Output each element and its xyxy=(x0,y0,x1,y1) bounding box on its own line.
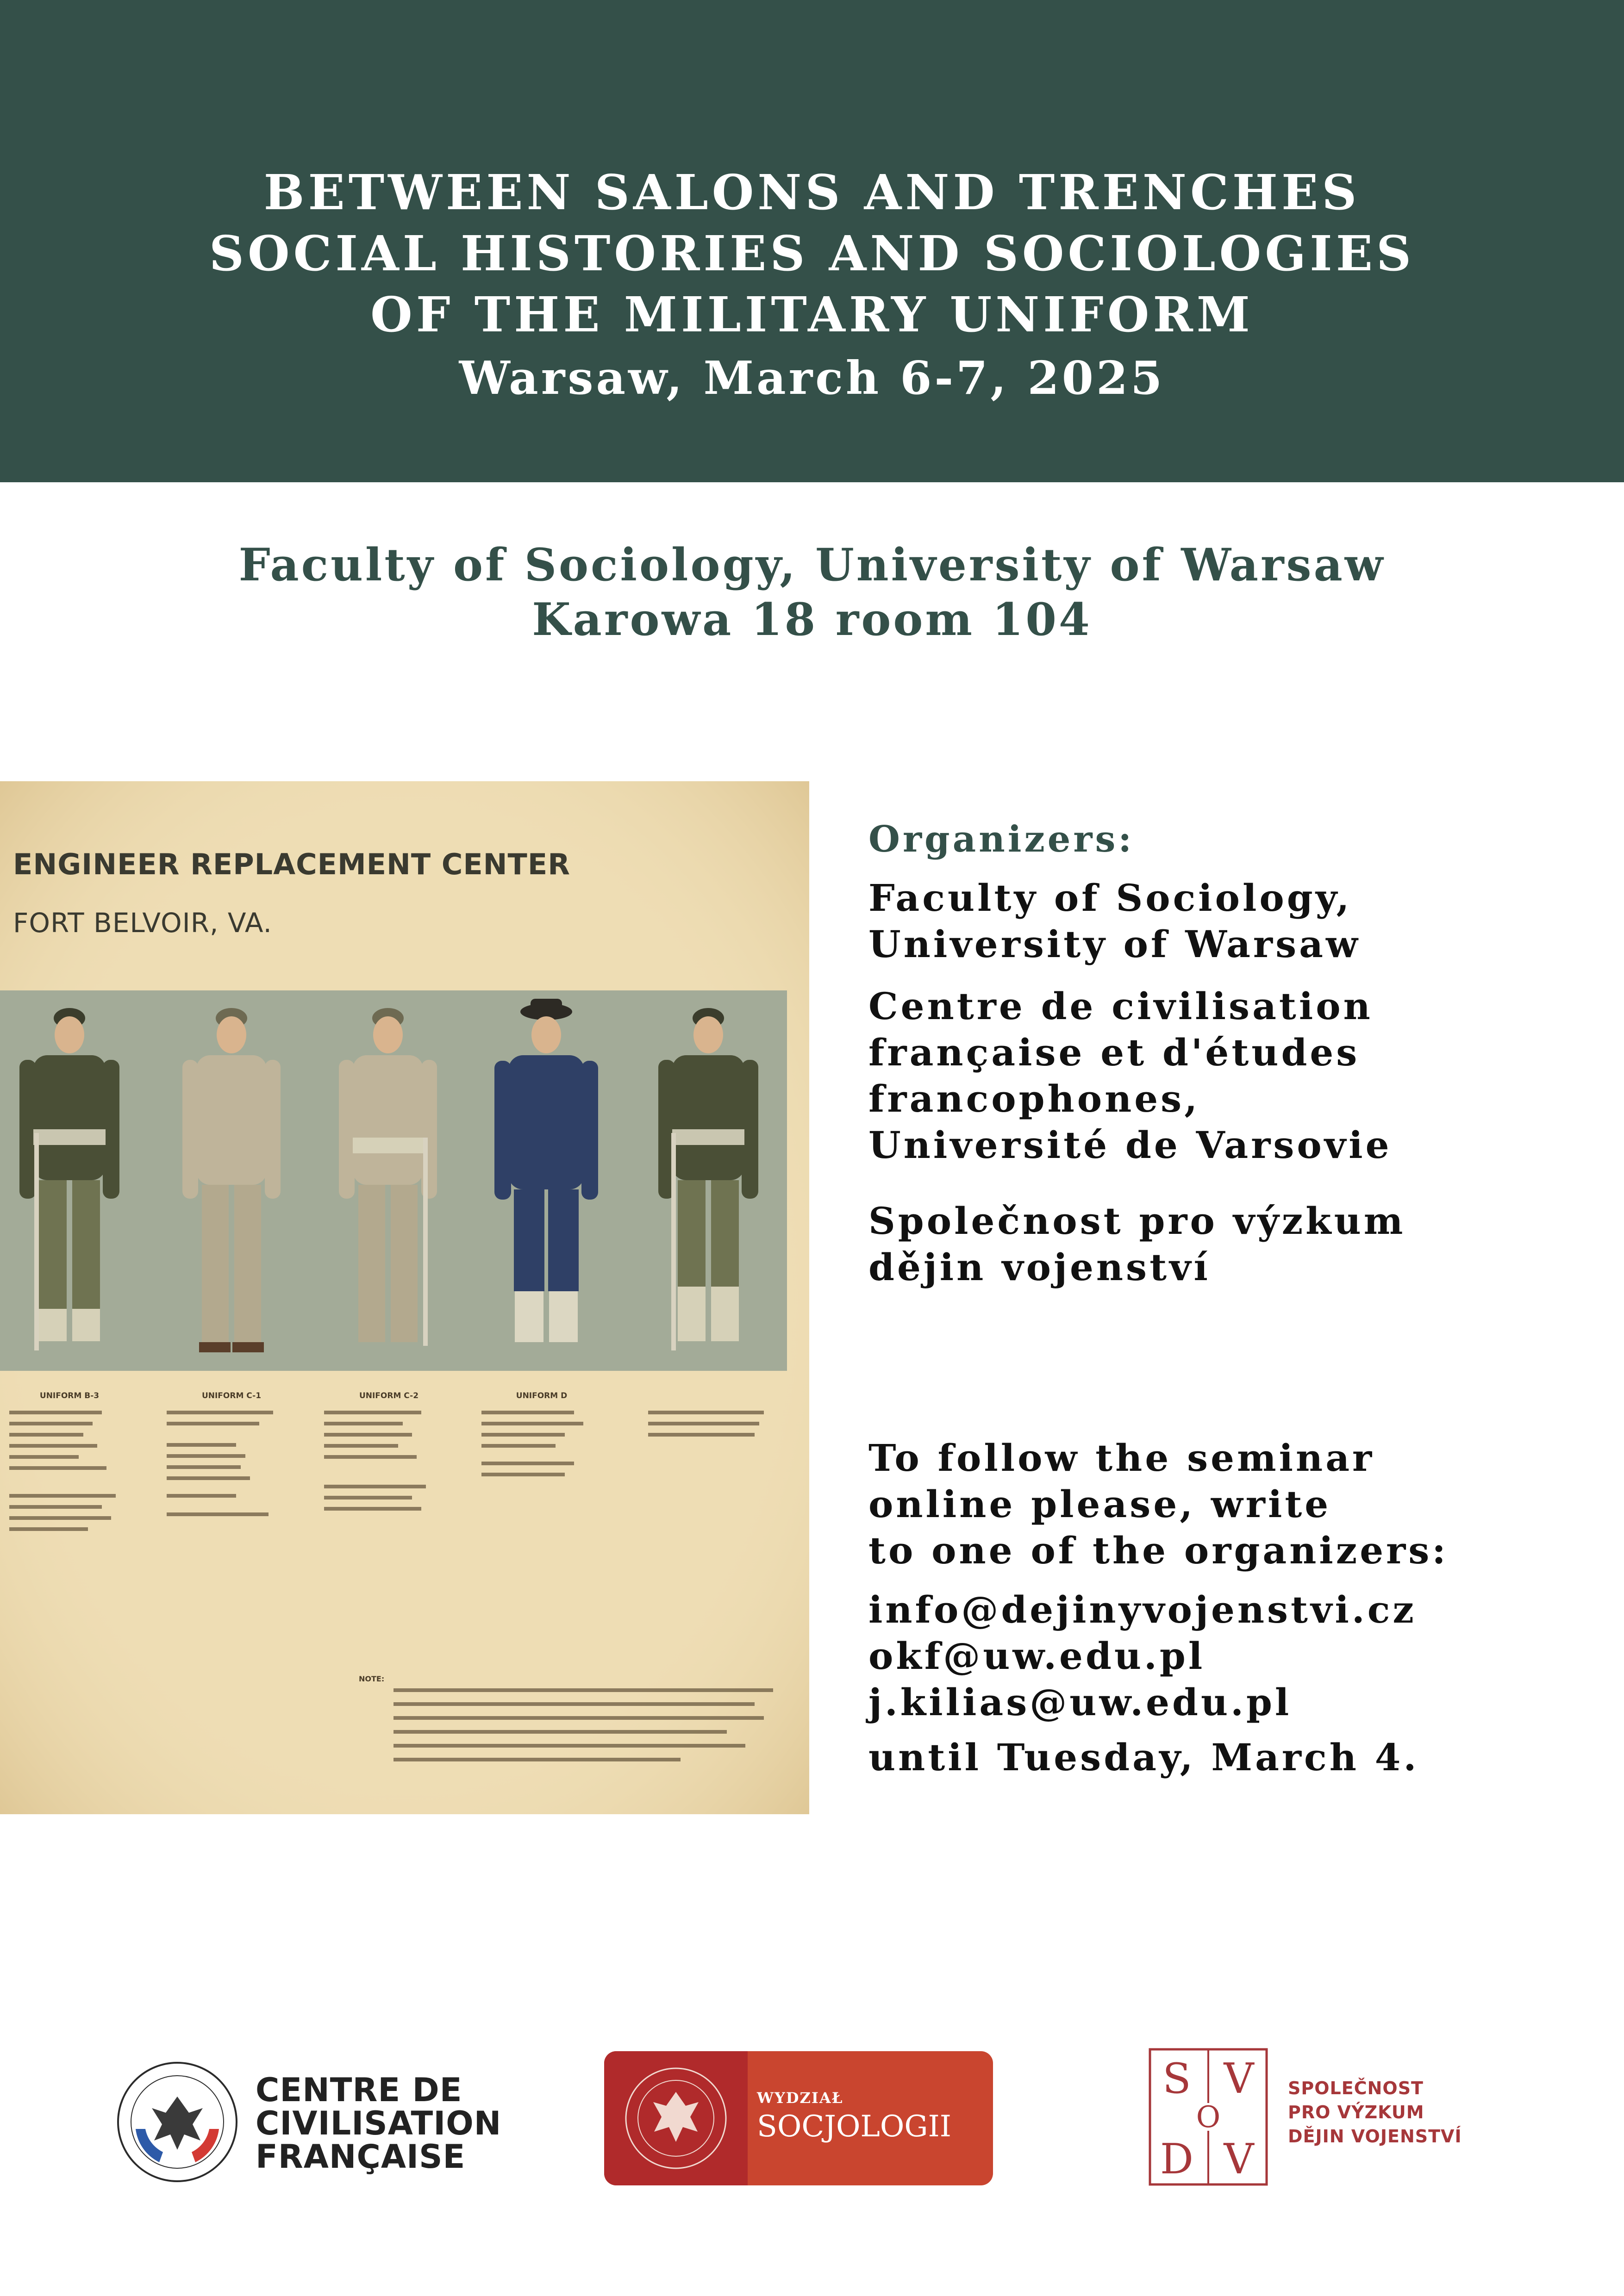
uw-logo-small: WYDZIAŁ xyxy=(757,2089,843,2107)
title-line: BETWEEN SALONS AND TRENCHES xyxy=(263,164,1361,221)
ccf-logo-line: FRANÇAISE xyxy=(256,2138,466,2176)
uw-seal-icon xyxy=(604,2051,748,2185)
event-date: Warsaw, March 6-7, 2025 xyxy=(459,352,1165,405)
instruction-line: online please, write xyxy=(868,1482,1331,1526)
organizers-label: Organizers: xyxy=(868,818,1135,860)
venue-line: Faculty of Sociology, University of Warsaw xyxy=(238,539,1386,591)
ccf-logo-line: CIVILISATION xyxy=(256,2104,502,2142)
instruction-line: To follow the seminar xyxy=(868,1436,1375,1480)
organizer-line: Centre de civilisation xyxy=(868,984,1373,1028)
organizer-entry xyxy=(868,875,1361,967)
poster-subheading: FORT BELVOIR, VA. xyxy=(13,907,272,939)
poster-heading: ENGINEER REPLACEMENT CENTER xyxy=(13,847,570,881)
uniform-label: UNIFORM D xyxy=(516,1391,568,1400)
sdv-logo-line: DĚJIN VOJENSTVÍ xyxy=(1288,2126,1462,2147)
header-banner xyxy=(0,0,1624,482)
ccf-logo-text xyxy=(256,2071,502,2176)
ccf-logo xyxy=(115,2060,502,2189)
sdv-monogram-letter: V xyxy=(1224,2054,1254,2103)
uniform-poster-image xyxy=(0,781,809,1814)
title-line: OF THE MILITARY UNIFORM xyxy=(370,286,1254,343)
organizer-line: Faculty of Sociology, xyxy=(868,876,1352,920)
organizer-line: Université de Varsovie xyxy=(868,1123,1392,1167)
poster-note-label: NOTE: xyxy=(359,1674,385,1683)
registration-deadline: until Tuesday, March 4. xyxy=(868,1736,1419,1779)
faculty-of-sociology-logo xyxy=(604,2051,993,2185)
organizer-line: University of Warsaw xyxy=(868,922,1361,966)
organizer-entry xyxy=(868,1198,1405,1290)
organizer-line: dějin vojenství xyxy=(868,1245,1211,1289)
organizer-line: francophones, xyxy=(868,1077,1200,1120)
sdv-logo xyxy=(1148,2047,1500,2186)
sdv-monogram-letter: D xyxy=(1160,2135,1194,2184)
email-link[interactable]: okf@uw.edu.pl xyxy=(868,1634,1206,1678)
organizer-line: française et d'études xyxy=(868,1031,1360,1074)
online-instructions xyxy=(868,1435,1449,1574)
contact-emails xyxy=(868,1587,1417,1725)
uniform-label: UNIFORM C-1 xyxy=(201,1391,262,1400)
uw-seal-panel xyxy=(604,2051,748,2185)
ccf-emblem-icon xyxy=(115,2060,240,2184)
sdv-monogram-letter: O xyxy=(1196,2100,1221,2134)
venue-line: Karowa 18 room 104 xyxy=(532,593,1092,646)
uniform-label: UNIFORM C-2 xyxy=(359,1391,419,1400)
sdv-logo-line: SPOLEČNOST xyxy=(1288,2078,1424,2098)
sdv-logo-text xyxy=(1288,2076,1462,2148)
sdv-monogram-letter: V xyxy=(1224,2135,1254,2184)
uw-logo-text xyxy=(757,2089,951,2144)
email-link[interactable]: info@dejinyvojenstvi.cz xyxy=(868,1588,1417,1631)
title-line: SOCIAL HISTORIES AND SOCIOLOGIES xyxy=(209,225,1415,282)
event-title xyxy=(0,162,1624,345)
sdv-monogram-letter: S xyxy=(1162,2054,1191,2103)
uw-logo-big: SOCJOLOGII xyxy=(757,2109,952,2144)
instruction-line: to one of the organizers: xyxy=(868,1529,1449,1572)
organizer-entry xyxy=(868,983,1392,1168)
email-link[interactable]: j.kilias@uw.edu.pl xyxy=(868,1680,1292,1724)
organizer-line: Společnost pro výzkum xyxy=(868,1199,1406,1243)
ccf-logo-line: CENTRE DE xyxy=(256,2071,462,2109)
venue xyxy=(0,538,1624,647)
sdv-monogram-icon xyxy=(1148,2047,1268,2186)
sdv-logo-line: PRO VÝZKUM xyxy=(1288,2102,1424,2122)
uniform-label: UNIFORM B-3 xyxy=(39,1391,100,1400)
